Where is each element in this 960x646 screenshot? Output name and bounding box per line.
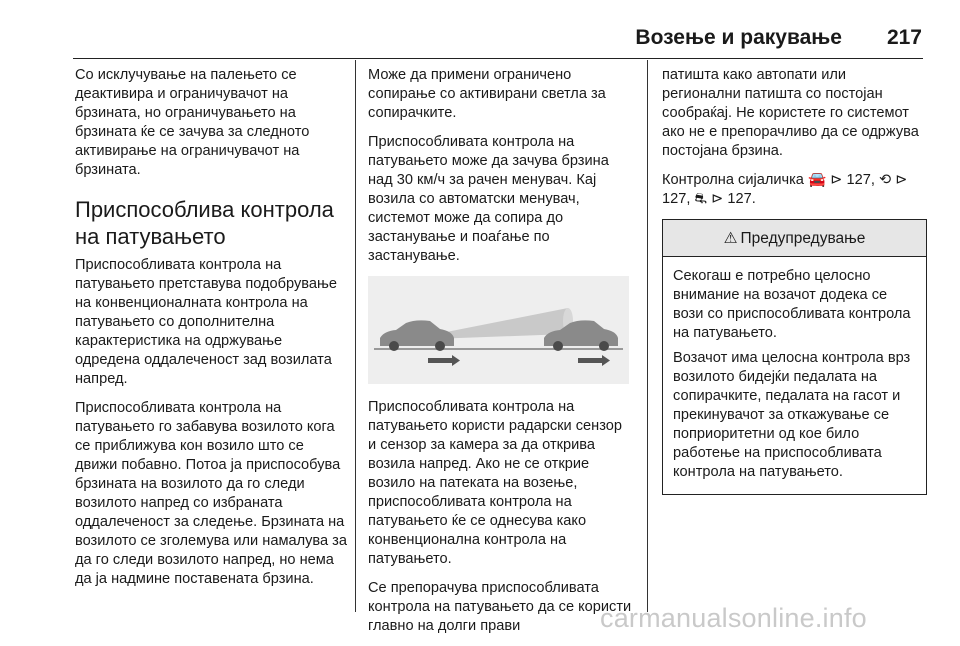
warning-text: Возачот има целосна контрола врз возилото бидејќи педалата на сопирачките, педалата на гасот и прекинувачот за откажување се поприоритетни од кое било работење на приспособливата контрола на патувањето.	[673, 350, 911, 480]
watermark: carmanualsonline.info	[600, 603, 867, 633]
column-middle	[368, 66, 633, 646]
column-divider	[647, 60, 648, 612]
column-left	[75, 66, 349, 599]
paragraph: патишта како автопати или регионални патишта со постојан сообраќај. Не користете го системот ако не е препорачливо да се одржува постојана брзина.	[662, 67, 919, 159]
column-divider	[355, 60, 356, 612]
warning-body	[663, 257, 926, 494]
paragraph: Може да примени ограничено сопирање со активирани светла за сопирачките.	[368, 67, 606, 121]
header-rule	[73, 58, 923, 59]
paragraph: Приспособливата контрола на патувањето претставува подобрување на конвенционалната контрола на патувањето со дополнителна карактеристика на одржување одредена оддалеченост зад возилата напред.	[75, 257, 337, 387]
page-number: 217	[886, 26, 922, 49]
radar-diagram	[368, 276, 629, 384]
paragraph: Се препорачува приспособливата контрола на патувањето да се користи главно на долги прави	[368, 580, 632, 634]
section-title: Возење и ракување	[635, 26, 842, 49]
radar-illustration	[368, 276, 629, 384]
warning-header	[663, 220, 926, 257]
paragraph: Со исклучување на палењето се деактивира и ограничувачот на брзината, но ограничувањето на брзината ќе се зачува за следното активирање на ограничувачот на брзината.	[75, 67, 310, 178]
paragraph: Приспособливата контрола на патувањето го забавува возилото кога се приближува кон возило што се движи побавно. Потоа ја приспособува брзината на возилото да го следи возилото напред со избраната оддалеченост за следење. Брзината на возилото се зголемува или намалува за да го следи возилото напред, но нема да ја надмине поставената брзина.	[75, 400, 347, 587]
column-right	[662, 66, 927, 495]
page-header	[0, 26, 960, 58]
warning-text: Секогаш е потребно целосно внимание на возачот додека се вози со приспособливата контрола на патувањето.	[673, 268, 911, 341]
warning-title: Предупредување	[740, 229, 866, 247]
paragraph: Приспособливата контрола на патувањето користи радарски сензор и сензор за камера за да открива возила напред. Ако не се открие возило на патеката на возење, приспособливата контрола на патувањето ќе се однесува како конвенционална контрола на патувањето.	[368, 399, 622, 567]
section-heading: Приспособлива контрола на патувањето	[75, 197, 334, 249]
warning-triangle-icon: ⚠	[723, 229, 738, 247]
paragraph: Приспособливата контрола на патувањето може да зачува брзина над 30 км/ч за рачен менувач. Кај возила со автоматски менувач, системот може да сопира до застанување и поаѓање по застанување.	[368, 134, 609, 264]
cross-references: Контролна сијаличка 🚘 ⊳ 127, ⟲ ⊳ 127, ⛐ ⊳ 127.	[662, 172, 908, 207]
warning-box	[662, 219, 927, 495]
